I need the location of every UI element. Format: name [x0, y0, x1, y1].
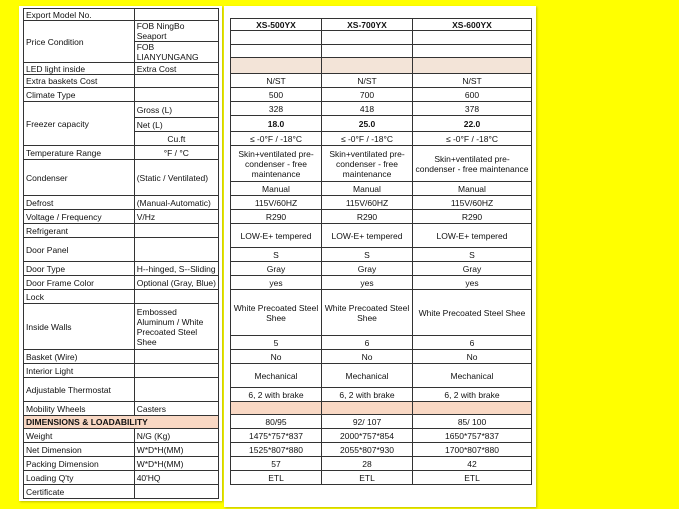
- spec-label: Packing Dimension: [24, 457, 135, 471]
- spec-value: 5: [231, 336, 322, 350]
- spec-unit: °F / °C: [134, 146, 218, 160]
- spec-value: 700: [322, 88, 413, 102]
- spec-value: 80/95: [231, 415, 322, 429]
- model-header: XS-500YX: [231, 19, 322, 31]
- model-header: XS-700YX: [322, 19, 413, 31]
- spec-label: Adjustable Thermostat: [24, 378, 135, 402]
- spec-value: Gray: [322, 262, 413, 276]
- spec-unit: Optional (Gray, Blue): [134, 276, 218, 290]
- spec-value: Gray: [231, 262, 322, 276]
- spec-value: [231, 31, 322, 45]
- spec-unit: [134, 485, 218, 499]
- spec-value: White Precoated Steel Shee: [231, 290, 322, 336]
- spec-value: Skin+ventilated pre-condenser - free maintenance: [413, 146, 532, 182]
- spec-row: [24, 378, 219, 402]
- spec-value: ETL: [413, 471, 532, 485]
- spec-unit: 40'HQ: [134, 471, 218, 485]
- spec-value: S: [231, 248, 322, 262]
- value-row: [231, 457, 532, 471]
- value-row: [231, 471, 532, 485]
- spec-value: Manual: [322, 182, 413, 196]
- spec-label: Door Frame Color: [24, 276, 135, 290]
- spec-label: Freezer capacity: [24, 102, 135, 146]
- spec-value: 328: [231, 102, 322, 116]
- spec-value: 600: [413, 88, 532, 102]
- spec-row: [24, 290, 219, 304]
- spec-label: Door Type: [24, 262, 135, 276]
- spec-value: N/ST: [322, 74, 413, 88]
- spec-value: 378: [413, 102, 532, 116]
- spec-value: 6, 2 with brake: [413, 388, 532, 402]
- spec-value: R290: [322, 210, 413, 224]
- spec-value: 25.0: [322, 116, 413, 132]
- spec-row: [24, 364, 219, 378]
- spec-value: yes: [413, 276, 532, 290]
- value-row: [231, 31, 532, 45]
- spec-label: Loading Q'ty: [24, 471, 135, 485]
- value-row: [231, 388, 532, 402]
- spec-label: Voltage / Frequency: [24, 210, 135, 224]
- spec-row: [24, 88, 219, 102]
- spec-value: White Precoated Steel Shee: [322, 290, 413, 336]
- value-row: [231, 116, 532, 132]
- spec-value: 6: [413, 336, 532, 350]
- spec-unit: [134, 290, 218, 304]
- spec-value: 6, 2 with brake: [322, 388, 413, 402]
- spec-value: R290: [413, 210, 532, 224]
- spec-row: [24, 416, 219, 429]
- spec-value: 57: [231, 457, 322, 471]
- spec-value: N/ST: [231, 74, 322, 88]
- spec-value: [231, 402, 322, 415]
- spec-label: Interior Light: [24, 364, 135, 378]
- model-header-row: [231, 19, 532, 31]
- spec-label: Net Dimension: [24, 443, 135, 457]
- spec-value: White Precoated Steel Shee: [413, 290, 532, 336]
- spec-value: R290: [231, 210, 322, 224]
- value-row: [231, 224, 532, 248]
- spec-label-table: [23, 8, 219, 499]
- spec-value: Manual: [231, 182, 322, 196]
- spec-row: [24, 471, 219, 485]
- spec-value: [413, 402, 532, 415]
- spec-value: Skin+ventilated pre-condenser - free maintenance: [231, 146, 322, 182]
- spec-row: [24, 224, 219, 238]
- spec-unit: [134, 364, 218, 378]
- spec-unit: [134, 224, 218, 238]
- value-row: [231, 248, 532, 262]
- spec-value: Mechanical: [322, 364, 413, 388]
- spec-value: LOW-E+ tempered: [413, 224, 532, 248]
- spec-value: Manual: [413, 182, 532, 196]
- spec-label: Certificate: [24, 485, 135, 499]
- spec-label: Extra baskets Cost: [24, 75, 135, 88]
- spec-row: [24, 485, 219, 499]
- value-row: [231, 102, 532, 116]
- spec-row: [24, 102, 219, 118]
- spec-value: LOW-E+ tempered: [322, 224, 413, 248]
- spec-value: No: [413, 350, 532, 364]
- spec-unit: (Static / Ventilated): [134, 160, 218, 196]
- left-spec-sheet: [19, 6, 222, 501]
- spec-value: [322, 31, 413, 45]
- value-row: [231, 132, 532, 146]
- spec-row: [24, 196, 219, 210]
- spec-label: Door Panel: [24, 238, 135, 262]
- spec-label: Climate Type: [24, 88, 135, 102]
- spec-unit: Embossed Aluminum / White Precoated Steel Shee: [134, 304, 218, 350]
- spec-label: Export Model No.: [24, 9, 135, 21]
- spec-value: 115V/60HZ: [322, 196, 413, 210]
- spec-row: [24, 21, 219, 42]
- spec-value: [231, 58, 322, 74]
- spec-label: DIMENSIONS & LOADABILITY: [24, 416, 219, 429]
- spec-row: [24, 443, 219, 457]
- spec-value: ≤ -0°F / -18°C: [322, 132, 413, 146]
- spec-value: S: [322, 248, 413, 262]
- value-row: [231, 74, 532, 88]
- spec-value: N/ST: [413, 74, 532, 88]
- spec-unit: Casters: [134, 402, 218, 416]
- spec-unit: W*D*H(MM): [134, 457, 218, 471]
- spec-value: [231, 45, 322, 58]
- value-row: [231, 402, 532, 415]
- value-row: [231, 290, 532, 336]
- value-row: [231, 210, 532, 224]
- spec-unit: [134, 88, 218, 102]
- spec-unit: [134, 9, 218, 21]
- spec-unit: N/G (Kg): [134, 429, 218, 443]
- spec-value: ETL: [322, 471, 413, 485]
- spec-label: Basket (Wire): [24, 350, 135, 364]
- spec-row: [24, 262, 219, 276]
- value-row: [231, 146, 532, 182]
- spec-value: 6: [322, 336, 413, 350]
- spec-row: [24, 457, 219, 471]
- spec-row: [24, 210, 219, 224]
- spec-label: Temperature Range: [24, 146, 135, 160]
- spec-row: [24, 146, 219, 160]
- spec-label: Condenser: [24, 160, 135, 196]
- spec-value: 1700*807*880: [413, 443, 532, 457]
- spec-value: 418: [322, 102, 413, 116]
- spec-unit: FOB NingBo Seaport: [134, 21, 218, 42]
- value-row: [231, 58, 532, 74]
- value-row: [231, 364, 532, 388]
- value-row: [231, 276, 532, 290]
- spec-values-table: [230, 18, 532, 485]
- spec-value: ≤ -0°F / -18°C: [413, 132, 532, 146]
- spec-value: 1475*757*837: [231, 429, 322, 443]
- spec-value: [413, 45, 532, 58]
- spec-label: Mobility Wheels: [24, 402, 135, 416]
- spec-value: 115V/60HZ: [231, 196, 322, 210]
- value-row: [231, 415, 532, 429]
- spec-unit: Cu.ft: [134, 132, 218, 146]
- model-header: XS-600YX: [413, 19, 532, 31]
- value-row: [231, 45, 532, 58]
- spec-value: yes: [231, 276, 322, 290]
- value-row: [231, 429, 532, 443]
- spec-row: [24, 9, 219, 21]
- spec-unit: FOB LIANYUNGANG: [134, 42, 218, 63]
- spec-row: [24, 238, 219, 262]
- spec-unit: (Manual-Automatic): [134, 196, 218, 210]
- spec-unit: V/Hz: [134, 210, 218, 224]
- spec-value: ≤ -0°F / -18°C: [231, 132, 322, 146]
- spec-value: Mechanical: [413, 364, 532, 388]
- spec-row: [24, 75, 219, 88]
- spec-value: S: [413, 248, 532, 262]
- spec-value: 6, 2 with brake: [231, 388, 322, 402]
- spec-unit: H--hinged, S--Sliding: [134, 262, 218, 276]
- spec-value: [322, 45, 413, 58]
- spec-value: 85/ 100: [413, 415, 532, 429]
- spec-row: [24, 429, 219, 443]
- spec-unit: [134, 75, 218, 88]
- spec-value: [322, 58, 413, 74]
- spec-value: 42: [413, 457, 532, 471]
- spec-value: No: [231, 350, 322, 364]
- spec-value: 92/ 107: [322, 415, 413, 429]
- spec-value: No: [322, 350, 413, 364]
- spec-label: Defrost: [24, 196, 135, 210]
- spec-row: [24, 304, 219, 350]
- spec-row: [24, 63, 219, 75]
- spec-label: Lock: [24, 290, 135, 304]
- value-row: [231, 182, 532, 196]
- spec-unit: Extra Cost: [134, 63, 218, 75]
- spec-row: [24, 160, 219, 196]
- value-row: [231, 88, 532, 102]
- spec-value: Skin+ventilated pre-condenser - free maintenance: [322, 146, 413, 182]
- spec-value: 1650*757*837: [413, 429, 532, 443]
- value-row: [231, 196, 532, 210]
- spec-unit: W*D*H(MM): [134, 443, 218, 457]
- spec-value: [413, 31, 532, 45]
- spec-value: 18.0: [231, 116, 322, 132]
- spec-label: Inside Walls: [24, 304, 135, 350]
- spec-unit: [134, 350, 218, 364]
- spec-value: 1525*807*880: [231, 443, 322, 457]
- value-row: [231, 443, 532, 457]
- spec-value: 500: [231, 88, 322, 102]
- spec-value: Mechanical: [231, 364, 322, 388]
- spec-row: [24, 276, 219, 290]
- spec-unit: [134, 378, 218, 402]
- spec-label: Weight: [24, 429, 135, 443]
- right-spec-sheet: [224, 6, 536, 507]
- spec-label: Refrigerant: [24, 224, 135, 238]
- spec-value: [413, 58, 532, 74]
- spec-value: yes: [322, 276, 413, 290]
- spec-label: Price Condition: [24, 21, 135, 63]
- spec-value: 2055*807*930: [322, 443, 413, 457]
- value-row: [231, 336, 532, 350]
- spec-unit: [134, 238, 218, 262]
- spec-unit: Gross (L): [134, 102, 218, 118]
- value-row: [231, 350, 532, 364]
- spec-value: ETL: [231, 471, 322, 485]
- spec-row: [24, 350, 219, 364]
- spec-value: 22.0: [413, 116, 532, 132]
- spec-value: 2000*757*854: [322, 429, 413, 443]
- spec-value: [322, 402, 413, 415]
- value-row: [231, 262, 532, 276]
- spec-value: LOW-E+ tempered: [231, 224, 322, 248]
- spec-value: 28: [322, 457, 413, 471]
- spec-value: 115V/60HZ: [413, 196, 532, 210]
- spec-label: LED light inside: [24, 63, 135, 75]
- spec-value: Gray: [413, 262, 532, 276]
- spec-row: [24, 402, 219, 416]
- spec-unit: Net (L): [134, 118, 218, 132]
